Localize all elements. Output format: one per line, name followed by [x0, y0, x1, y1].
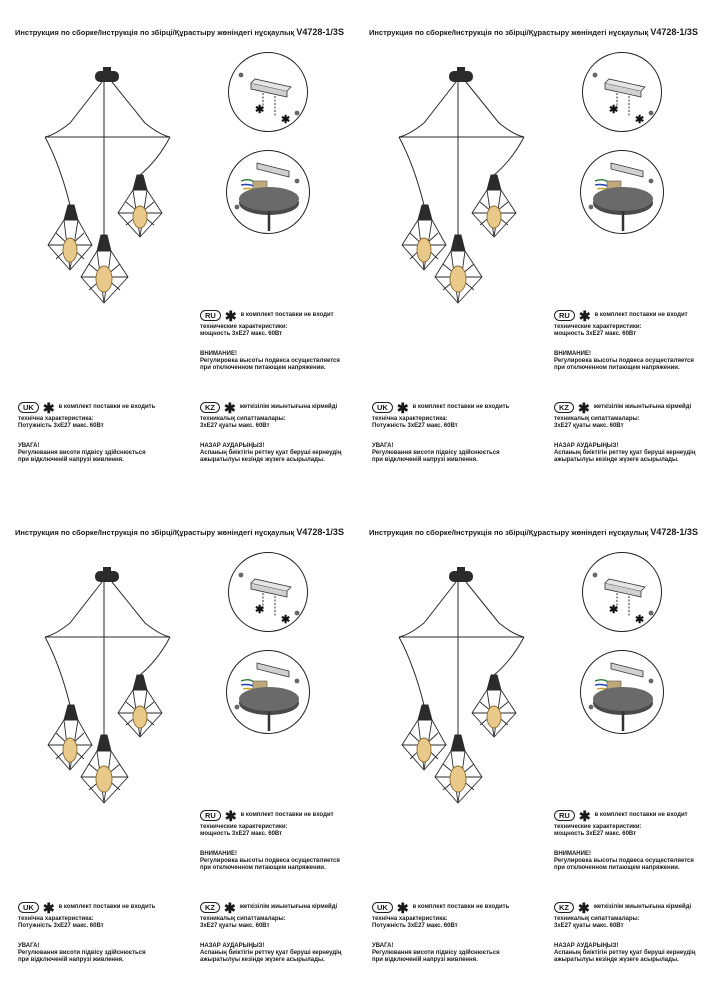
spec-heading: технические характеристики:: [200, 824, 288, 830]
warning-line: при отключенном питающем напряжении.: [200, 365, 326, 372]
spec-body: Потужність 3хЕ27 макс. 60Вт: [18, 423, 104, 430]
warning-line: Регулировка высоты подвеса осуществляется: [554, 357, 694, 364]
kazakh-section: [200, 399, 342, 464]
star-icon: ✱: [224, 399, 236, 416]
spec-body: мощность 3хЕ27 макс. 60Вт: [554, 331, 637, 338]
star-icon: ✱: [224, 307, 237, 324]
not-included-note: жеткізілім жиынтығына кірмейді: [593, 403, 692, 410]
bracket-detail: [228, 552, 308, 632]
warning-heading: ВНИМАНИЕ!: [200, 850, 237, 857]
instruction-panel: [0, 500, 353, 1000]
russian-section: [554, 307, 694, 372]
warning-heading: НАЗАР АУДАРЫҢЫЗ!: [200, 942, 265, 949]
spec-heading: технические характеристики:: [200, 324, 288, 330]
ceiling-canopy-icon: [227, 651, 309, 733]
warning-heading: ВНИМАНИЕ!: [554, 850, 591, 857]
star-icon: ✱: [578, 307, 591, 324]
warning-line: Регулювання висоти підвісу здійснюється: [372, 949, 500, 956]
star-mark: ✱: [281, 614, 291, 626]
not-included-note: в комплект поставки не входит: [594, 811, 688, 818]
warning-line: при отключенном питающем напряжении.: [554, 865, 680, 872]
canopy-detail: [580, 150, 664, 234]
russian-section: [200, 307, 340, 372]
star-icon: ✱: [224, 807, 237, 824]
spec-body: 3хЕ27 қуаты макс. 60Вт: [200, 423, 270, 430]
not-included-note: в комплект поставки не входить: [412, 403, 510, 410]
warning-heading: ВНИМАНИЕ!: [200, 350, 237, 357]
bracket-icon: [583, 53, 661, 131]
warning-line: Регулювання висоти підвісу здійснюється: [18, 949, 146, 956]
spec-heading: техникалық сипаттамалары:: [200, 916, 286, 922]
not-included-note: в комплект поставки не входит: [594, 311, 688, 318]
lamp-illustration: [394, 65, 529, 310]
model-number: V4728-1/3S: [296, 527, 344, 537]
warning-heading: НАЗАР АУДАРЫҢЫЗ!: [554, 942, 619, 949]
spec-body: Потужність 3хЕ27 макс. 60Вт: [18, 923, 104, 930]
spec-heading: технічна характеристика:: [372, 916, 448, 922]
warning-line: Аспаның биіктігін реттеу қуат беруші кернеудің: [200, 449, 342, 456]
instruction-title: [369, 27, 698, 37]
spec-heading: технические характеристики:: [554, 324, 642, 330]
spec-heading: технічна характеристика:: [372, 416, 448, 422]
kazakh-section: [554, 899, 696, 964]
language-badge-ru: RU: [554, 310, 575, 321]
star-icon: ✱: [396, 899, 409, 916]
lamp-illustration: [40, 65, 175, 310]
not-included-note: жеткізілім жиынтығына кірмейді: [593, 903, 692, 910]
star-icon: ✱: [224, 899, 236, 916]
language-badge-ru: RU: [200, 810, 221, 821]
spec-body: Потужність 3хЕ27 макс. 60Вт: [372, 923, 458, 930]
warning-line: Аспаның биіктігін реттеу қуат беруші кернеудің: [200, 949, 342, 956]
instruction-title: [15, 527, 344, 537]
warning-line: при відключеній напрузі живлення.: [372, 957, 478, 964]
lamp-illustration: [40, 565, 175, 810]
language-badge-kz: KZ: [200, 902, 220, 913]
spec-heading: технічна характеристика:: [18, 916, 94, 922]
warning-line: при відключеній напрузі живлення.: [18, 957, 124, 964]
ceiling-canopy-icon: [581, 151, 663, 233]
warning-heading: УВАГА!: [18, 442, 40, 449]
star-mark: ✱: [609, 104, 619, 116]
warning-line: при отключенном питающем напряжении.: [554, 365, 680, 372]
warning-line: Регулировка высоты подвеса осуществляется: [200, 857, 340, 864]
ukrainian-section: [18, 399, 156, 464]
spec-heading: техникалық сипаттамалары:: [200, 416, 286, 422]
title-main: Инструкция по сборке/Інструкція по збірці/Құрастыру жөніндегі нұсқаулық: [15, 28, 295, 37]
language-badge-kz: KZ: [200, 402, 220, 413]
warning-line: Регулировка высоты подвеса осуществляется: [200, 357, 340, 364]
ceiling-canopy-icon: [227, 151, 309, 233]
star-mark: ✱: [255, 604, 265, 616]
bracket-detail: [228, 52, 308, 132]
warning-line: при відключеній напрузі живлення.: [18, 457, 124, 464]
spec-heading: технічна характеристика:: [18, 416, 94, 422]
spec-heading: техникалық сипаттамалары:: [554, 916, 640, 922]
language-badge-kz: KZ: [554, 902, 574, 913]
star-mark: ✱: [635, 614, 645, 626]
canopy-detail: [580, 650, 664, 734]
warning-heading: УВАГА!: [372, 942, 394, 949]
title-main: Инструкция по сборке/Інструкція по збірці/Құрастыру жөніндегі нұсқаулық: [369, 28, 649, 37]
canopy-detail: [226, 150, 310, 234]
warning-line: Регулювання висоти підвісу здійснюється: [18, 449, 146, 456]
instruction-title: [15, 27, 344, 37]
model-number: V4728-1/3S: [296, 27, 344, 37]
warning-line: Регулировка высоты подвеса осуществляется: [554, 857, 694, 864]
bracket-icon: [229, 553, 307, 631]
language-badge-uk: UK: [372, 402, 393, 413]
ukrainian-section: [372, 899, 510, 964]
warning-heading: НАЗАР АУДАРЫҢЫЗ!: [200, 442, 265, 449]
ukrainian-section: [18, 899, 156, 964]
language-badge-ru: RU: [200, 310, 221, 321]
bracket-icon: [229, 53, 307, 131]
spec-body: 3хЕ27 қуаты макс. 60Вт: [554, 423, 624, 430]
bracket-icon: [583, 553, 661, 631]
not-included-note: в комплект поставки не входить: [412, 903, 510, 910]
spec-body: мощность 3хЕ27 макс. 60Вт: [200, 331, 283, 338]
canopy-detail: [226, 650, 310, 734]
star-icon: ✱: [578, 399, 590, 416]
language-badge-uk: UK: [18, 902, 39, 913]
warning-heading: УВАГА!: [18, 942, 40, 949]
star-icon: ✱: [578, 899, 590, 916]
spec-body: Потужність 3хЕ27 макс. 60Вт: [372, 423, 458, 430]
ukrainian-section: [372, 399, 510, 464]
spec-body: 3хЕ27 қуаты макс. 60Вт: [200, 923, 270, 930]
instruction-title: [369, 527, 698, 537]
star-mark: ✱: [635, 114, 645, 126]
bracket-detail: [582, 552, 662, 632]
spec-body: 3хЕ27 қуаты макс. 60Вт: [554, 923, 624, 930]
spec-body: мощность 3хЕ27 макс. 60Вт: [200, 831, 283, 838]
star-mark: ✱: [609, 604, 619, 616]
warning-heading: НАЗАР АУДАРЫҢЫЗ!: [554, 442, 619, 449]
language-badge-uk: UK: [18, 402, 39, 413]
russian-section: [200, 807, 340, 872]
star-icon: ✱: [396, 399, 409, 416]
instruction-panel: [354, 500, 707, 1000]
warning-line: ажыратылуы кезінде жүзеге асырылады.: [200, 957, 325, 964]
title-main: Инструкция по сборке/Інструкція по збірці/Құрастыру жөніндегі нұсқаулық: [369, 528, 649, 537]
bracket-detail: [582, 52, 662, 132]
not-included-note: жеткізілім жиынтығына кірмейді: [239, 903, 338, 910]
star-icon: ✱: [42, 899, 55, 916]
lamp-illustration: [394, 565, 529, 810]
warning-line: ажыратылуы кезінде жүзеге асырылады.: [200, 457, 325, 464]
kazakh-section: [200, 899, 342, 964]
warning-heading: УВАГА!: [372, 442, 394, 449]
language-badge-uk: UK: [372, 902, 393, 913]
warning-line: ажыратылуы кезінде жүзеге асырылады.: [554, 457, 679, 464]
star-icon: ✱: [578, 807, 591, 824]
kazakh-section: [554, 399, 696, 464]
warning-line: ажыратылуы кезінде жүзеге асырылады.: [554, 957, 679, 964]
instruction-panel: [0, 0, 353, 500]
title-main: Инструкция по сборке/Інструкція по збірці/Құрастыру жөніндегі нұсқаулық: [15, 528, 295, 537]
language-badge-ru: RU: [554, 810, 575, 821]
warning-line: Аспаның биіктігін реттеу қуат беруші кернеудің: [554, 449, 696, 456]
not-included-note: в комплект поставки не входит: [240, 311, 334, 318]
warning-line: Аспаның биіктігін реттеу қуат беруші кернеудің: [554, 949, 696, 956]
instruction-panel: [354, 0, 707, 500]
star-mark: ✱: [281, 114, 291, 126]
not-included-note: в комплект поставки не входить: [58, 903, 156, 910]
language-badge-kz: KZ: [554, 402, 574, 413]
spec-heading: техникалық сипаттамалары:: [554, 416, 640, 422]
warning-line: при відключеній напрузі живлення.: [372, 457, 478, 464]
spec-body: мощность 3хЕ27 макс. 60Вт: [554, 831, 637, 838]
not-included-note: жеткізілім жиынтығына кірмейді: [239, 403, 338, 410]
star-icon: ✱: [42, 399, 55, 416]
warning-line: Регулювання висоти підвісу здійснюється: [372, 449, 500, 456]
spec-heading: технические характеристики:: [554, 824, 642, 830]
not-included-note: в комплект поставки не входит: [240, 811, 334, 818]
star-mark: ✱: [255, 104, 265, 116]
warning-line: при отключенном питающем напряжении.: [200, 865, 326, 872]
russian-section: [554, 807, 694, 872]
model-number: V4728-1/3S: [650, 27, 698, 37]
warning-heading: ВНИМАНИЕ!: [554, 350, 591, 357]
model-number: V4728-1/3S: [650, 527, 698, 537]
ceiling-canopy-icon: [581, 651, 663, 733]
not-included-note: в комплект поставки не входить: [58, 403, 156, 410]
